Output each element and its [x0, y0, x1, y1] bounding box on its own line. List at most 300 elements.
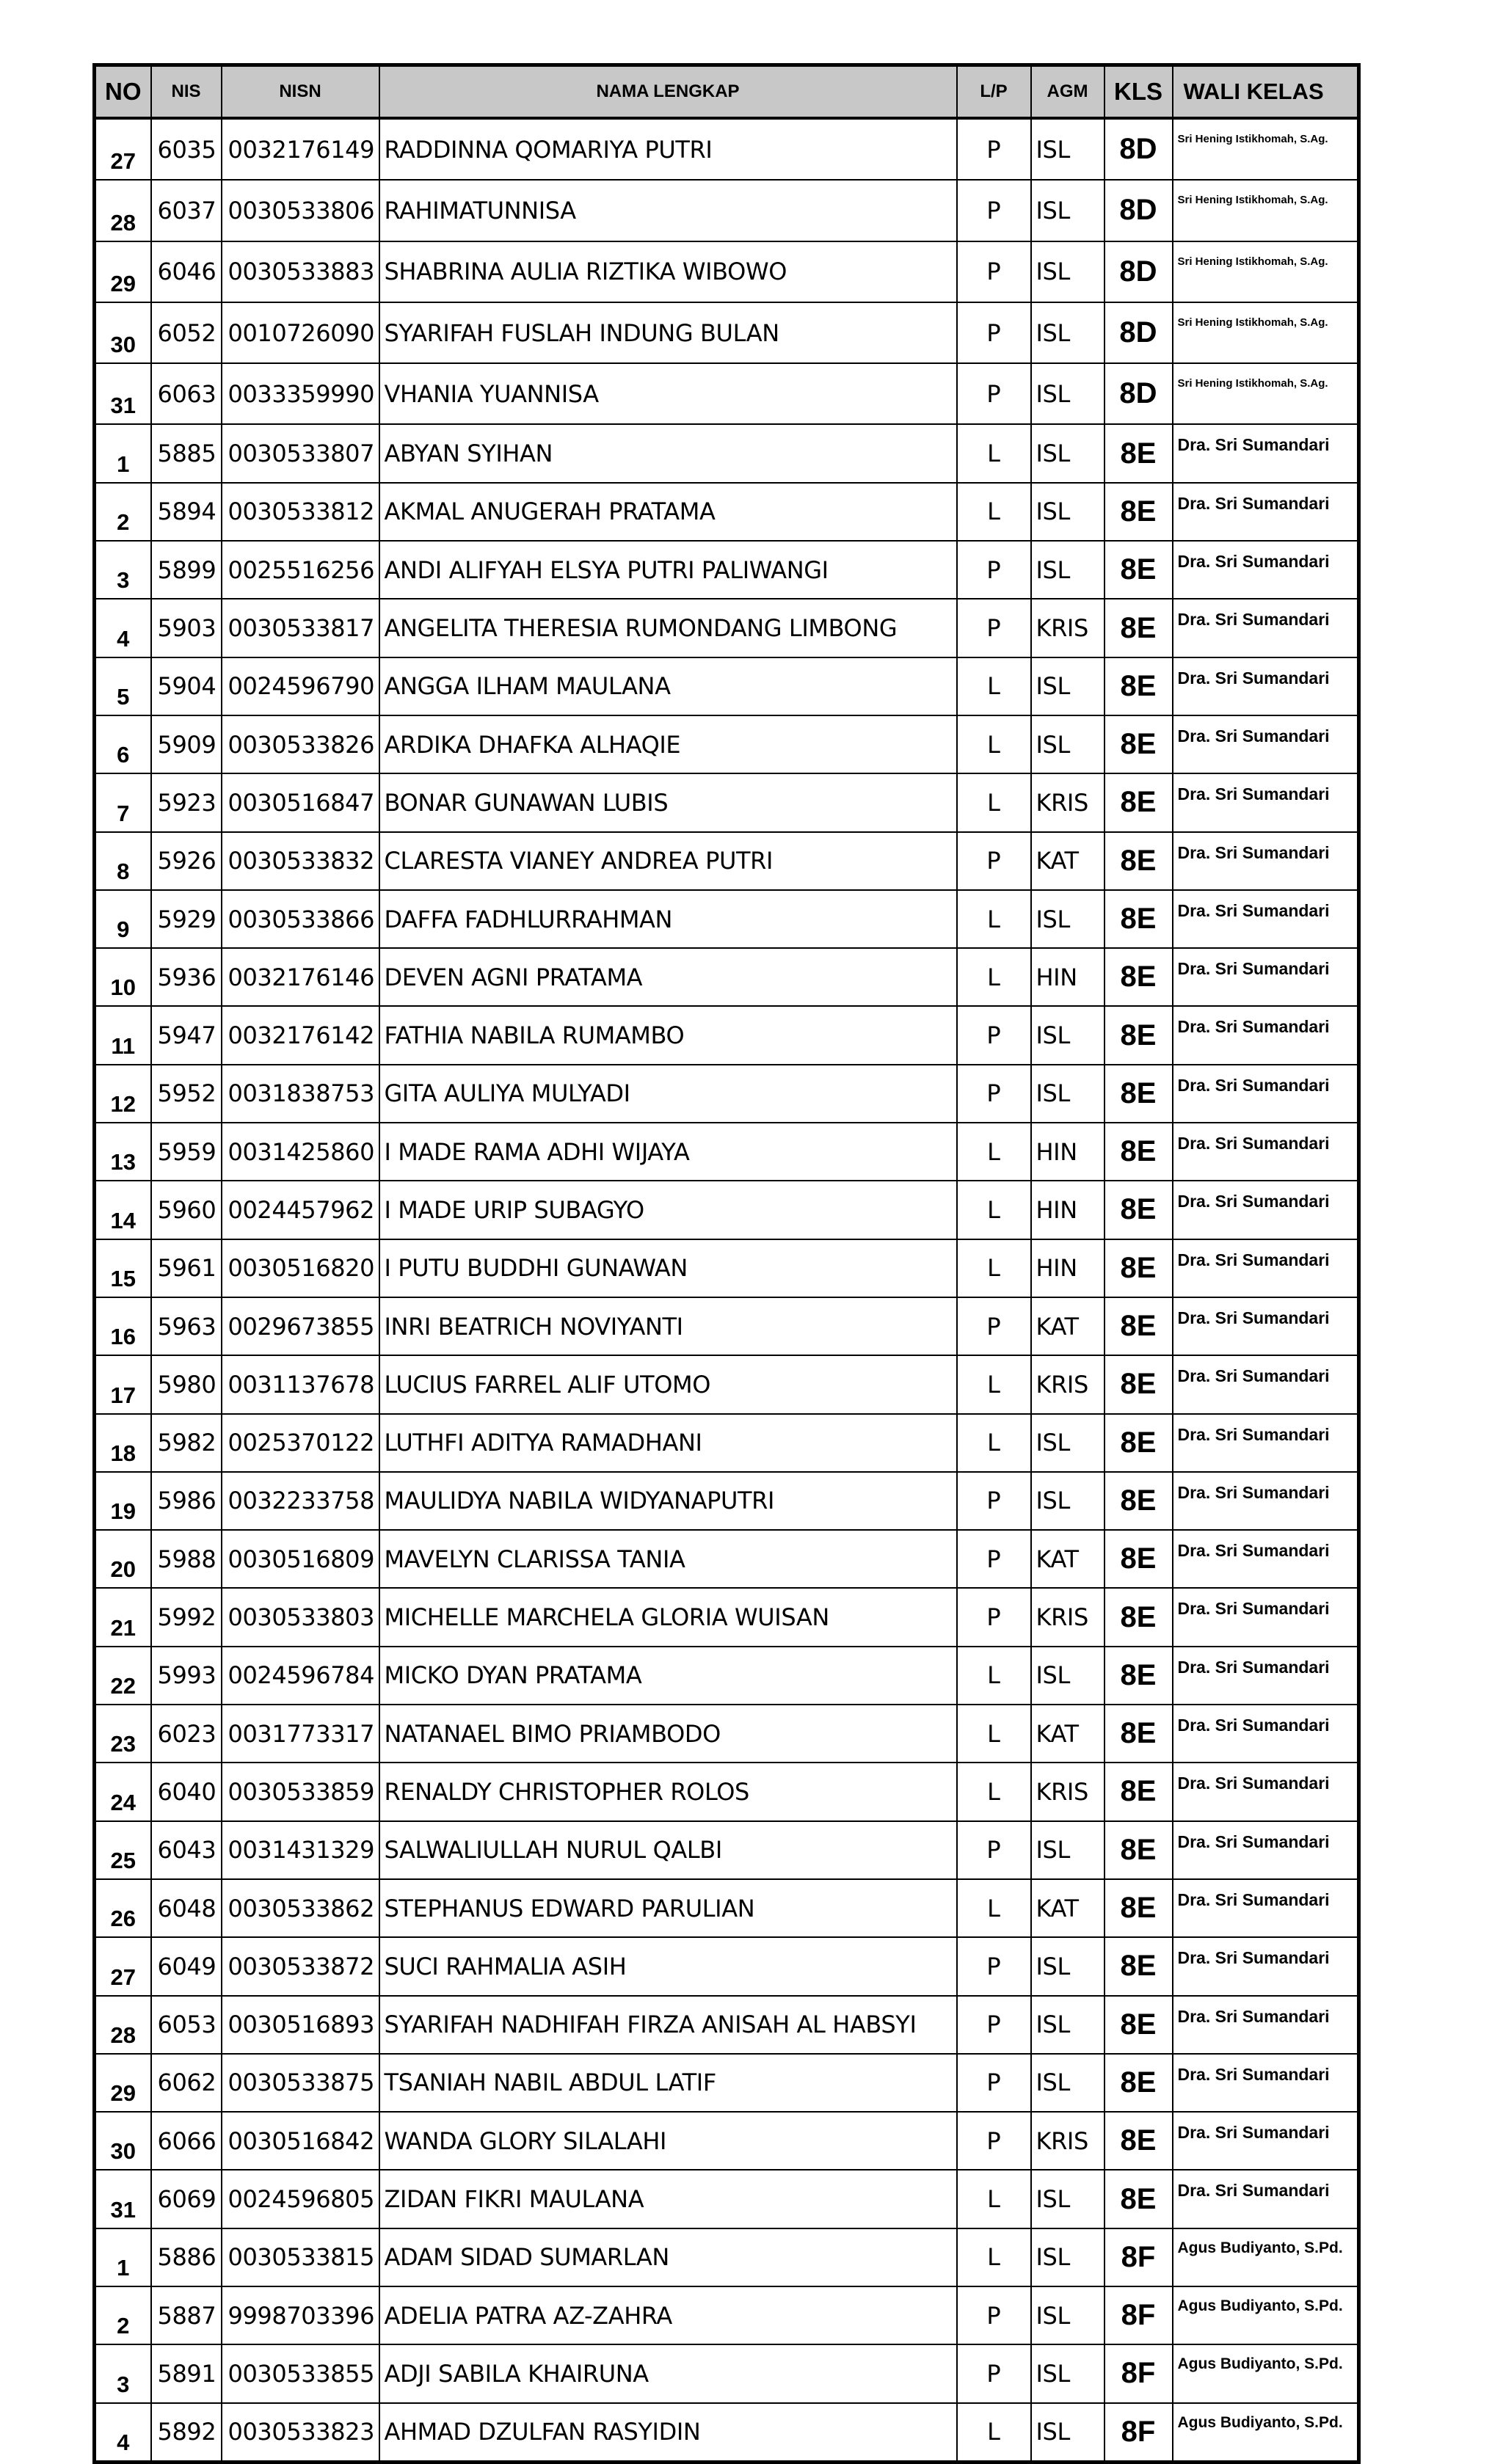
cell-no: 6 [95, 715, 151, 773]
cell-lp: L [957, 1355, 1031, 1413]
cell-nama: MAULIDYA NABILA WIDYANAPUTRI [379, 1472, 957, 1530]
cell-no: 1 [95, 424, 151, 482]
cell-kls: 8E [1104, 890, 1173, 948]
cell-lp: P [957, 1472, 1031, 1530]
cell-nama: INRI BEATRICH NOVIYANTI [379, 1297, 957, 1355]
cell-no: 1 [95, 2228, 151, 2286]
cell-agm: KRIS [1031, 2112, 1104, 2170]
cell-nis: 5894 [151, 483, 222, 541]
table-row [95, 1414, 1359, 1472]
cell-lp: L [957, 657, 1031, 715]
cell-nama: I PUTU BUDDHI GUNAWAN [379, 1239, 957, 1297]
cell-wali: Dra. Sri Sumandari [1173, 1763, 1359, 1820]
table-row [95, 363, 1359, 424]
cell-no: 14 [95, 1181, 151, 1239]
cell-nama: ARDIKA DHAFKA ALHAQIE [379, 715, 957, 773]
cell-no: 29 [95, 2054, 151, 2112]
cell-agm: KRIS [1031, 773, 1104, 831]
cell-no: 5 [95, 657, 151, 715]
cell-no: 28 [95, 180, 151, 241]
cell-nisn: 0032176149 [222, 118, 379, 180]
cell-nis: 5963 [151, 1297, 222, 1355]
cell-nama: DAFFA FADHLURRAHMAN [379, 890, 957, 948]
cell-wali: Dra. Sri Sumandari [1173, 2054, 1359, 2112]
table-row [95, 657, 1359, 715]
cell-nis: 5886 [151, 2228, 222, 2286]
cell-lp: P [957, 1297, 1031, 1355]
cell-agm: ISL [1031, 2170, 1104, 2228]
cell-wali: Dra. Sri Sumandari [1173, 1647, 1359, 1705]
cell-wali: Dra. Sri Sumandari [1173, 1239, 1359, 1297]
cell-nama: LUTHFI ADITYA RAMADHANI [379, 1414, 957, 1472]
cell-agm: ISL [1031, 180, 1104, 241]
cell-nama: ANGGA ILHAM MAULANA [379, 657, 957, 715]
cell-kls: 8E [1104, 1239, 1173, 1297]
table-row [95, 302, 1359, 363]
header-nama: NAMA LENGKAP [379, 65, 957, 119]
table-row [95, 599, 1359, 657]
cell-wali: Dra. Sri Sumandari [1173, 773, 1359, 831]
cell-nama: AHMAD DZULFAN RASYIDIN [379, 2403, 957, 2463]
cell-nis: 5926 [151, 832, 222, 890]
cell-agm: KAT [1031, 1705, 1104, 1763]
cell-no: 31 [95, 363, 151, 424]
cell-nis: 6048 [151, 1879, 222, 1937]
cell-nama: NATANAEL BIMO PRIAMBODO [379, 1705, 957, 1763]
cell-nisn: 0030533866 [222, 890, 379, 948]
cell-nama: ADAM SIDAD SUMARLAN [379, 2228, 957, 2286]
cell-kls: 8E [1104, 1065, 1173, 1123]
cell-lp: P [957, 599, 1031, 657]
cell-nisn: 0030533807 [222, 424, 379, 482]
cell-wali: Dra. Sri Sumandari [1173, 1937, 1359, 1995]
cell-no: 24 [95, 1763, 151, 1820]
cell-lp: P [957, 2344, 1031, 2402]
cell-nama: TSANIAH NABIL ABDUL LATIF [379, 2054, 957, 2112]
cell-kls: 8E [1104, 599, 1173, 657]
cell-no: 25 [95, 1821, 151, 1879]
cell-wali: Dra. Sri Sumandari [1173, 599, 1359, 657]
header-wali: WALI KELAS [1173, 65, 1359, 119]
cell-agm: ISL [1031, 2286, 1104, 2344]
cell-agm: ISL [1031, 241, 1104, 302]
cell-agm: KAT [1031, 1879, 1104, 1937]
table-row [95, 2112, 1359, 2170]
cell-nis: 5885 [151, 424, 222, 482]
cell-nama: ANGELITA THERESIA RUMONDANG LIMBONG [379, 599, 957, 657]
table-row [95, 1763, 1359, 1820]
cell-agm: ISL [1031, 483, 1104, 541]
cell-nisn: 0030533832 [222, 832, 379, 890]
cell-nisn: 0024596784 [222, 1647, 379, 1705]
cell-nis: 5961 [151, 1239, 222, 1297]
cell-kls: 8E [1104, 1996, 1173, 2054]
cell-nis: 6052 [151, 302, 222, 363]
table-row [95, 1181, 1359, 1239]
cell-wali: Dra. Sri Sumandari [1173, 1065, 1359, 1123]
cell-nisn: 0032233758 [222, 1472, 379, 1530]
cell-lp: P [957, 180, 1031, 241]
header-agm: AGM [1031, 65, 1104, 119]
cell-nis: 5929 [151, 890, 222, 948]
cell-nis: 6063 [151, 363, 222, 424]
cell-no: 8 [95, 832, 151, 890]
cell-wali: Agus Budiyanto, S.Pd. [1173, 2403, 1359, 2463]
cell-nisn: 0030516893 [222, 1996, 379, 2054]
cell-nisn: 0031431329 [222, 1821, 379, 1879]
cell-nisn: 0032176146 [222, 948, 379, 1006]
cell-kls: 8E [1104, 715, 1173, 773]
cell-agm: ISL [1031, 363, 1104, 424]
cell-nis: 6066 [151, 2112, 222, 2170]
cell-lp: P [957, 241, 1031, 302]
cell-nama: I MADE URIP SUBAGYO [379, 1181, 957, 1239]
cell-nama: ANDI ALIFYAH ELSYA PUTRI PALIWANGI [379, 541, 957, 599]
cell-nama: SYARIFAH FUSLAH INDUNG BULAN [379, 302, 957, 363]
cell-kls: 8E [1104, 773, 1173, 831]
header-lp: L/P [957, 65, 1031, 119]
cell-lp: L [957, 948, 1031, 1006]
cell-nis: 6043 [151, 1821, 222, 1879]
cell-lp: P [957, 302, 1031, 363]
cell-lp: L [957, 1705, 1031, 1763]
cell-no: 12 [95, 1065, 151, 1123]
cell-wali: Dra. Sri Sumandari [1173, 1705, 1359, 1763]
cell-kls: 8E [1104, 832, 1173, 890]
cell-nisn: 0030533812 [222, 483, 379, 541]
cell-nisn: 0024596790 [222, 657, 379, 715]
cell-no: 27 [95, 118, 151, 180]
cell-nis: 5952 [151, 1065, 222, 1123]
header-nis: NIS [151, 65, 222, 119]
table-row [95, 1297, 1359, 1355]
cell-nis: 6023 [151, 1705, 222, 1763]
cell-wali: Dra. Sri Sumandari [1173, 1879, 1359, 1937]
cell-nisn: 0010726090 [222, 302, 379, 363]
cell-no: 3 [95, 2344, 151, 2402]
cell-nis: 5947 [151, 1006, 222, 1064]
cell-nis: 6046 [151, 241, 222, 302]
cell-no: 7 [95, 773, 151, 831]
cell-wali: Agus Budiyanto, S.Pd. [1173, 2228, 1359, 2286]
table-row [95, 1006, 1359, 1064]
cell-lp: P [957, 1530, 1031, 1588]
cell-wali: Dra. Sri Sumandari [1173, 948, 1359, 1006]
cell-nama: RADDINNA QOMARIYA PUTRI [379, 118, 957, 180]
cell-agm: ISL [1031, 2344, 1104, 2402]
cell-agm: HIN [1031, 1181, 1104, 1239]
cell-nama: STEPHANUS EDWARD PARULIAN [379, 1879, 957, 1937]
cell-nisn: 0030533817 [222, 599, 379, 657]
cell-lp: P [957, 2054, 1031, 2112]
cell-nis: 6035 [151, 118, 222, 180]
cell-kls: 8E [1104, 1937, 1173, 1995]
cell-nisn: 9998703396 [222, 2286, 379, 2344]
cell-agm: ISL [1031, 890, 1104, 948]
cell-agm: KAT [1031, 832, 1104, 890]
cell-nisn: 0030533872 [222, 1937, 379, 1995]
cell-agm: ISL [1031, 1937, 1104, 1995]
student-table [92, 63, 1361, 2464]
cell-nisn: 0030516809 [222, 1530, 379, 1588]
cell-agm: KRIS [1031, 599, 1104, 657]
header-no: NO [95, 65, 151, 119]
cell-nis: 5993 [151, 1647, 222, 1705]
cell-lp: P [957, 118, 1031, 180]
cell-nama: I MADE RAMA ADHI WIJAYA [379, 1123, 957, 1181]
cell-nama: SHABRINA AULIA RIZTIKA WIBOWO [379, 241, 957, 302]
cell-nis: 5988 [151, 1530, 222, 1588]
cell-wali: Dra. Sri Sumandari [1173, 1472, 1359, 1530]
cell-lp: L [957, 890, 1031, 948]
cell-nis: 5899 [151, 541, 222, 599]
cell-nama: FATHIA NABILA RUMAMBO [379, 1006, 957, 1064]
cell-lp: L [957, 483, 1031, 541]
cell-lp: L [957, 424, 1031, 482]
cell-nisn: 0024596805 [222, 2170, 379, 2228]
cell-nama: SUCI RAHMALIA ASIH [379, 1937, 957, 1995]
cell-lp: P [957, 1821, 1031, 1879]
cell-wali: Dra. Sri Sumandari [1173, 1821, 1359, 1879]
table-row [95, 2286, 1359, 2344]
cell-nama: AKMAL ANUGERAH PRATAMA [379, 483, 957, 541]
table-row [95, 2054, 1359, 2112]
cell-no: 30 [95, 302, 151, 363]
cell-kls: 8E [1104, 2054, 1173, 2112]
cell-kls: 8E [1104, 1647, 1173, 1705]
table-row [95, 832, 1359, 890]
cell-nama: ABYAN SYIHAN [379, 424, 957, 482]
cell-no: 26 [95, 1879, 151, 1937]
table-row [95, 1821, 1359, 1879]
cell-kls: 8E [1104, 1006, 1173, 1064]
cell-wali: Dra. Sri Sumandari [1173, 424, 1359, 482]
cell-nama: ZIDAN FIKRI MAULANA [379, 2170, 957, 2228]
cell-nisn: 0032176142 [222, 1006, 379, 1064]
cell-lp: L [957, 1647, 1031, 1705]
table-row [95, 180, 1359, 241]
cell-agm: ISL [1031, 1821, 1104, 1879]
table-row [95, 2170, 1359, 2228]
cell-nama: MICKO DYAN PRATAMA [379, 1647, 957, 1705]
cell-agm: ISL [1031, 1065, 1104, 1123]
cell-nama: BONAR GUNAWAN LUBIS [379, 773, 957, 831]
table-row [95, 2403, 1359, 2463]
cell-kls: 8E [1104, 1297, 1173, 1355]
cell-wali: Sri Hening Istikhomah, S.Ag. [1173, 180, 1359, 241]
cell-nisn: 0030533803 [222, 1588, 379, 1646]
cell-nama: GITA AULIYA MULYADI [379, 1065, 957, 1123]
cell-nis: 6040 [151, 1763, 222, 1820]
cell-kls: 8E [1104, 2112, 1173, 2170]
cell-nama: CLARESTA VIANEY ANDREA PUTRI [379, 832, 957, 890]
cell-wali: Dra. Sri Sumandari [1173, 1588, 1359, 1646]
cell-agm: ISL [1031, 541, 1104, 599]
cell-kls: 8E [1104, 1181, 1173, 1239]
cell-wali: Dra. Sri Sumandari [1173, 1996, 1359, 2054]
cell-nisn: 0030533883 [222, 241, 379, 302]
cell-wali: Agus Budiyanto, S.Pd. [1173, 2286, 1359, 2344]
cell-wali: Sri Hening Istikhomah, S.Ag. [1173, 363, 1359, 424]
cell-nis: 5903 [151, 599, 222, 657]
cell-kls: 8E [1104, 424, 1173, 482]
cell-no: 19 [95, 1472, 151, 1530]
cell-agm: ISL [1031, 715, 1104, 773]
cell-lp: P [957, 541, 1031, 599]
cell-wali: Dra. Sri Sumandari [1173, 657, 1359, 715]
cell-no: 29 [95, 241, 151, 302]
cell-nama: DEVEN AGNI PRATAMA [379, 948, 957, 1006]
cell-nis: 5904 [151, 657, 222, 715]
cell-nisn: 0030533823 [222, 2403, 379, 2463]
cell-wali: Dra. Sri Sumandari [1173, 1123, 1359, 1181]
cell-wali: Dra. Sri Sumandari [1173, 1006, 1359, 1064]
cell-lp: L [957, 1239, 1031, 1297]
cell-nama: ADJI SABILA KHAIRUNA [379, 2344, 957, 2402]
table-row [95, 1705, 1359, 1763]
cell-kls: 8F [1104, 2286, 1173, 2344]
table-row [95, 890, 1359, 948]
cell-nisn: 0030533806 [222, 180, 379, 241]
cell-agm: KAT [1031, 1297, 1104, 1355]
cell-nama: SALWALIULLAH NURUL QALBI [379, 1821, 957, 1879]
table-row [95, 1937, 1359, 1995]
table-row [95, 483, 1359, 541]
cell-no: 4 [95, 599, 151, 657]
header-nisn: NISN [222, 65, 379, 119]
cell-agm: HIN [1031, 1123, 1104, 1181]
cell-wali: Dra. Sri Sumandari [1173, 1297, 1359, 1355]
cell-lp: L [957, 2228, 1031, 2286]
table-row [95, 715, 1359, 773]
cell-nis: 5980 [151, 1355, 222, 1413]
cell-kls: 8F [1104, 2344, 1173, 2402]
cell-nisn: 0030533826 [222, 715, 379, 773]
cell-nis: 6062 [151, 2054, 222, 2112]
cell-nama: LUCIUS FARREL ALIF UTOMO [379, 1355, 957, 1413]
cell-wali: Sri Hening Istikhomah, S.Ag. [1173, 241, 1359, 302]
cell-wali: Dra. Sri Sumandari [1173, 2170, 1359, 2228]
cell-nis: 6053 [151, 1996, 222, 2054]
cell-lp: P [957, 1937, 1031, 1995]
table-row [95, 424, 1359, 482]
cell-wali: Dra. Sri Sumandari [1173, 2112, 1359, 2170]
cell-agm: ISL [1031, 2228, 1104, 2286]
cell-no: 22 [95, 1647, 151, 1705]
cell-wali: Sri Hening Istikhomah, S.Ag. [1173, 302, 1359, 363]
cell-nama: SYARIFAH NADHIFAH FIRZA ANISAH AL HABSYI [379, 1996, 957, 2054]
cell-agm: KRIS [1031, 1355, 1104, 1413]
table-row [95, 1588, 1359, 1646]
cell-lp: L [957, 715, 1031, 773]
cell-agm: ISL [1031, 2403, 1104, 2463]
cell-agm: ISL [1031, 2054, 1104, 2112]
cell-agm: ISL [1031, 1647, 1104, 1705]
cell-nis: 5891 [151, 2344, 222, 2402]
cell-no: 2 [95, 483, 151, 541]
table-row [95, 541, 1359, 599]
cell-kls: 8D [1104, 180, 1173, 241]
cell-nis: 5909 [151, 715, 222, 773]
cell-wali: Dra. Sri Sumandari [1173, 483, 1359, 541]
cell-nis: 5986 [151, 1472, 222, 1530]
cell-nisn: 0031137678 [222, 1355, 379, 1413]
cell-kls: 8D [1104, 118, 1173, 180]
cell-kls: 8E [1104, 1472, 1173, 1530]
cell-nama: RAHIMATUNNISA [379, 180, 957, 241]
cell-kls: 8E [1104, 657, 1173, 715]
cell-agm: ISL [1031, 118, 1104, 180]
cell-kls: 8E [1104, 483, 1173, 541]
cell-lp: P [957, 1588, 1031, 1646]
cell-nisn: 0031773317 [222, 1705, 379, 1763]
header-row [95, 65, 1359, 119]
cell-nis: 5982 [151, 1414, 222, 1472]
cell-kls: 8D [1104, 363, 1173, 424]
table-row [95, 1530, 1359, 1588]
cell-nis: 5960 [151, 1181, 222, 1239]
header-kls: KLS [1104, 65, 1173, 119]
cell-no: 4 [95, 2403, 151, 2463]
cell-agm: ISL [1031, 657, 1104, 715]
cell-no: 3 [95, 541, 151, 599]
cell-nisn: 0031838753 [222, 1065, 379, 1123]
cell-kls: 8E [1104, 1123, 1173, 1181]
cell-wali: Agus Budiyanto, S.Pd. [1173, 2344, 1359, 2402]
cell-nis: 6049 [151, 1937, 222, 1995]
table-body [95, 118, 1359, 2462]
cell-nisn: 0030516820 [222, 1239, 379, 1297]
cell-nisn: 0025370122 [222, 1414, 379, 1472]
table-row [95, 948, 1359, 1006]
cell-lp: P [957, 1065, 1031, 1123]
table-row [95, 773, 1359, 831]
cell-kls: 8F [1104, 2228, 1173, 2286]
cell-wali: Dra. Sri Sumandari [1173, 890, 1359, 948]
cell-lp: L [957, 2170, 1031, 2228]
cell-no: 11 [95, 1006, 151, 1064]
cell-wali: Dra. Sri Sumandari [1173, 715, 1359, 773]
cell-lp: P [957, 1006, 1031, 1064]
cell-nis: 5892 [151, 2403, 222, 2463]
cell-wali: Dra. Sri Sumandari [1173, 1530, 1359, 1588]
cell-agm: KRIS [1031, 1588, 1104, 1646]
cell-wali: Dra. Sri Sumandari [1173, 1414, 1359, 1472]
cell-nama: ADELIA PATRA AZ-ZAHRA [379, 2286, 957, 2344]
cell-agm: ISL [1031, 302, 1104, 363]
cell-agm: HIN [1031, 948, 1104, 1006]
cell-kls: 8E [1104, 1763, 1173, 1820]
cell-no: 10 [95, 948, 151, 1006]
cell-no: 23 [95, 1705, 151, 1763]
cell-nisn: 0030533855 [222, 2344, 379, 2402]
cell-lp: L [957, 1414, 1031, 1472]
cell-kls: 8E [1104, 948, 1173, 1006]
cell-nisn: 0029673855 [222, 1297, 379, 1355]
table-row [95, 1239, 1359, 1297]
cell-wali: Dra. Sri Sumandari [1173, 1355, 1359, 1413]
cell-no: 28 [95, 1996, 151, 2054]
cell-nisn: 0031425860 [222, 1123, 379, 1181]
cell-nis: 5992 [151, 1588, 222, 1646]
cell-kls: 8E [1104, 1530, 1173, 1588]
cell-nisn: 0030516842 [222, 2112, 379, 2170]
cell-kls: 8D [1104, 302, 1173, 363]
cell-nisn: 0030533815 [222, 2228, 379, 2286]
cell-agm: ISL [1031, 1996, 1104, 2054]
cell-nisn: 0030533875 [222, 2054, 379, 2112]
cell-kls: 8E [1104, 1355, 1173, 1413]
